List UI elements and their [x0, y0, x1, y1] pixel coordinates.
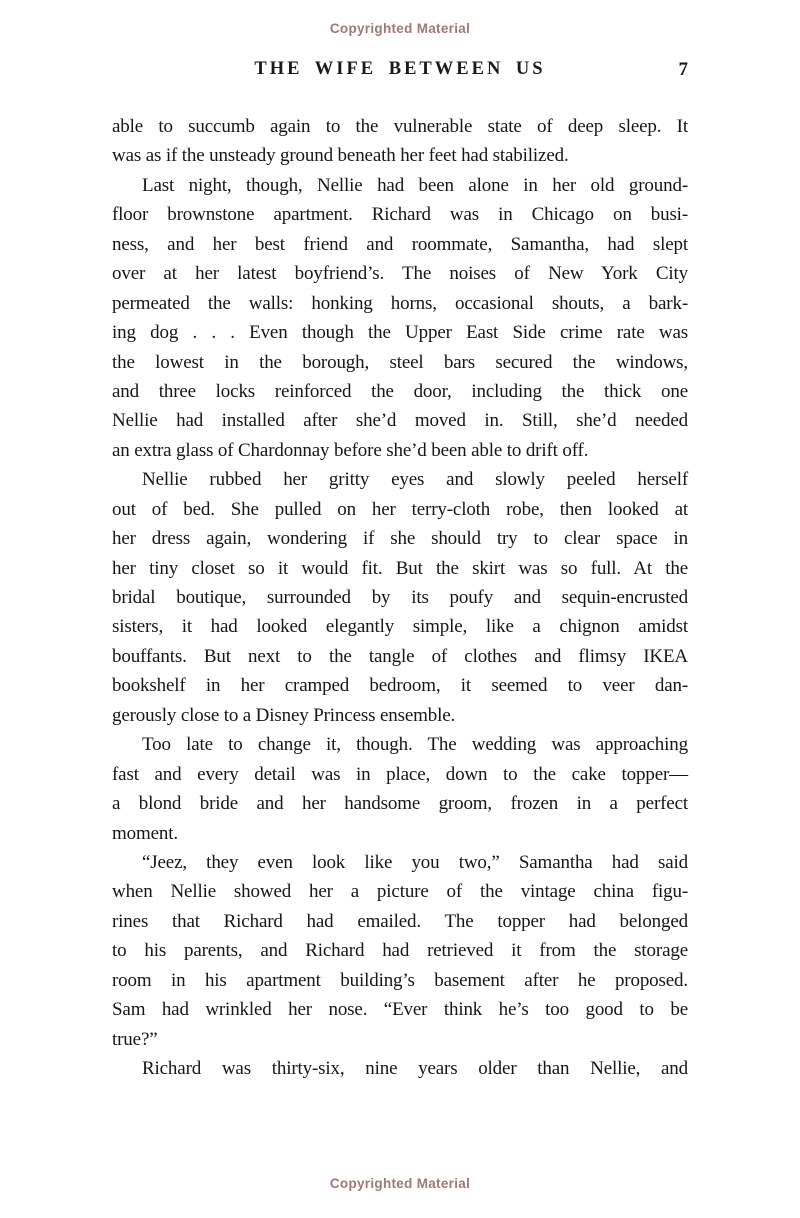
text-line: out of bed. She pulled on her terry-cloth robe, then looked at [112, 498, 688, 520]
text-line: when Nellie showed her a picture of the vintage china figu- [112, 881, 688, 903]
text-line: able to succumb again to the vulnerable state of deep sleep. It [112, 116, 688, 137]
text-line: moment. [112, 822, 178, 844]
text-line: sisters, it had looked elegantly simple, like a chignon amidst [112, 616, 688, 638]
text-line: fast and every detail was in place, down to the cake topper— [112, 763, 688, 785]
text-line: bookshelf in her cramped bedroom, it seemed to veer dan- [112, 675, 688, 697]
text-line: the lowest in the borough, steel bars secured the windows, [112, 351, 688, 373]
text-line: “Jeez, they even look like you two,” Samantha had said [142, 851, 688, 873]
text-line: a blond bride and her handsome groom, frozen in a perfect [112, 793, 688, 815]
text-line: and three locks reinforced the door, including the thick one [112, 380, 688, 402]
page-number: 7 [678, 59, 688, 80]
text-line: floor brownstone apartment. Richard was in Chicago on busi- [112, 204, 688, 226]
page-header [112, 59, 688, 85]
text-line: Richard was thirty-six, nine years older than Nellie, and [142, 1058, 688, 1079]
text-line: room in his apartment building’s basement after he proposed. [112, 969, 688, 991]
copyright-notice-bottom: Copyrighted Material [329, 1176, 471, 1191]
text-line: Nellie had installed after she’d moved in. Still, she’d needed [112, 410, 688, 432]
text-line: bouffants. But next to the tangle of clothes and flimsy IKEA [112, 645, 688, 667]
text-line: Sam had wrinkled her nose. “Ever think he’s too good to be [112, 999, 688, 1021]
text-line: was as if the unsteady ground beneath her feet had stabilized. [112, 145, 569, 167]
text-line: rines that Richard had emailed. The topper had belonged [112, 910, 688, 932]
running-header-title: THE WIFE BETWEEN US [254, 59, 546, 79]
text-line: bridal boutique, surrounded by its poufy and sequin-encrusted [112, 587, 688, 608]
copyright-notice-top: Copyrighted Material [329, 21, 471, 36]
text-line: true?” [112, 1028, 158, 1050]
text-line: permeated the walls: honking horns, occasional shouts, a bark- [112, 292, 688, 314]
body-text [112, 112, 688, 1083]
text-line: to his parents, and Richard had retrieved it from the storage [112, 940, 688, 962]
text-line: ness, and her best friend and roommate, Samantha, had slept [112, 233, 688, 255]
text-line: Too late to change it, though. The wedding was approaching [142, 734, 688, 756]
text-line: gerously close to a Disney Princess ensemble. [112, 704, 456, 726]
text-line: over at her latest boyfriend’s. The noises of New York City [112, 263, 688, 285]
text-line: her tiny closet so it would fit. But the skirt was so full. At the [112, 557, 688, 579]
text-line: Nellie rubbed her gritty eyes and slowly peeled herself [142, 469, 688, 491]
text-line: Last night, though, Nellie had been alone in her old ground- [142, 174, 688, 196]
text-line: ing dog . . . Even though the Upper East Side crime rate was [112, 322, 688, 344]
text-line: her dress again, wondering if she should try to clear space in [112, 528, 688, 550]
text-line: an extra glass of Chardonnay before she’d been able to drift off. [112, 439, 589, 461]
